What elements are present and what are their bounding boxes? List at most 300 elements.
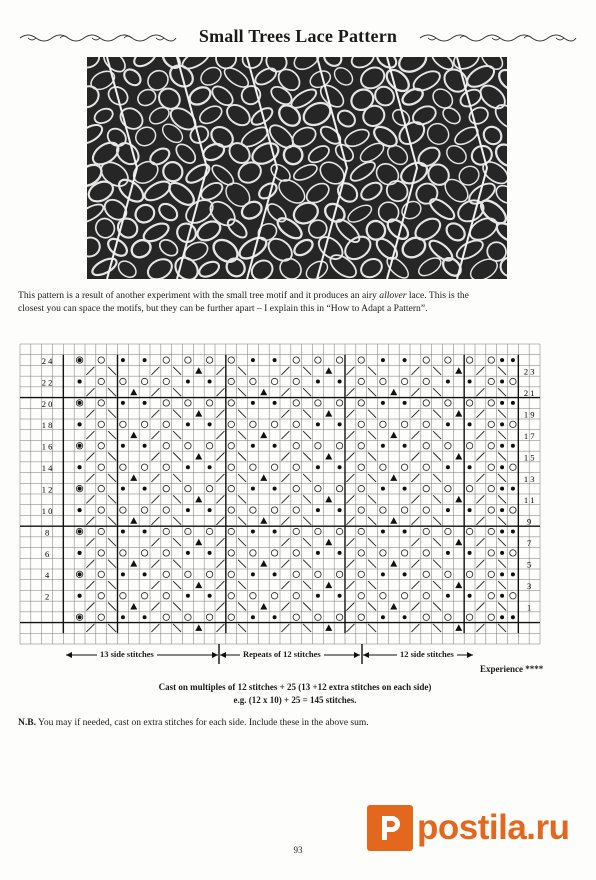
dot-icon (273, 487, 277, 491)
yarn-over-icon (163, 528, 169, 534)
dot-icon (403, 530, 407, 534)
left-slant-icon (108, 581, 116, 589)
row-number-left: 1 4 (41, 463, 53, 474)
yarn-over-icon (228, 378, 234, 384)
row-number-left: 1 0 (41, 505, 53, 516)
yarn-over-icon (401, 550, 407, 556)
yarn-over-icon (423, 400, 429, 406)
page-number: 93 (293, 845, 303, 855)
edge-dot-icon (500, 465, 504, 469)
yarn-over-icon (510, 464, 516, 470)
dot-icon (446, 508, 450, 512)
right-slant-icon (281, 453, 289, 461)
yarn-over-icon (120, 421, 126, 427)
yarn-over-icon (293, 357, 299, 363)
left-slant-icon (238, 560, 246, 568)
left-slant-icon (368, 495, 376, 503)
left-slant-icon (238, 453, 246, 461)
triangle-decrease-icon (260, 432, 267, 439)
yarn-over-icon (423, 378, 429, 384)
right-slant-icon (86, 431, 94, 439)
right-slant-icon (281, 495, 289, 503)
yarn-over-icon (358, 507, 364, 513)
right-slant-icon (346, 410, 354, 418)
yarn-over-icon (228, 571, 234, 577)
left-slant-icon (498, 517, 506, 525)
edge-dot-icon (500, 444, 504, 448)
dot-icon (208, 594, 212, 598)
yarn-over-icon (488, 464, 494, 470)
yarn-over-icon (141, 464, 147, 470)
yarn-over-icon (228, 485, 234, 491)
right-slant-icon (216, 560, 224, 568)
left-slant-icon (433, 560, 441, 568)
left-slant-icon (303, 431, 311, 439)
edge-dot-icon (500, 572, 504, 576)
right-slant-icon (86, 474, 94, 482)
yarn-over-icon (98, 571, 104, 577)
yarn-over-icon (423, 593, 429, 599)
left-slant-icon (433, 517, 441, 525)
yarn-over-icon (120, 378, 126, 384)
left-slant-icon (433, 624, 441, 632)
left-slant-icon (108, 431, 116, 439)
right-slant-icon (476, 603, 484, 611)
arrow-right-icon (212, 652, 218, 658)
yarn-over-icon (98, 357, 104, 363)
left-slant-icon (173, 453, 181, 461)
yarn-over-icon (98, 443, 104, 449)
dot-icon (273, 401, 277, 405)
dot-icon (511, 401, 515, 405)
dot-icon (403, 444, 407, 448)
right-slant-icon (411, 474, 419, 482)
dot-icon (316, 422, 320, 426)
left-slant-icon (173, 538, 181, 546)
left-slant-icon (108, 474, 116, 482)
yarn-over-icon (293, 421, 299, 427)
left-slant-icon (498, 581, 506, 589)
dot-icon (208, 422, 212, 426)
yarn-over-icon (423, 421, 429, 427)
yarn-over-icon (163, 400, 169, 406)
edge-dot-icon (78, 508, 82, 512)
left-slant-icon (368, 410, 376, 418)
dot-icon (273, 530, 277, 534)
right-slant-icon (151, 560, 159, 568)
dot-icon (381, 358, 385, 362)
legend-side-left: 13 side stitches (97, 649, 157, 659)
dot-icon (403, 401, 407, 405)
page-title: Small Trees Lace Pattern (198, 26, 398, 46)
yarn-over-icon (358, 571, 364, 577)
edge-dot-icon (78, 401, 82, 405)
left-slant-icon (368, 453, 376, 461)
yarn-over-icon (206, 571, 212, 577)
dot-icon (468, 380, 472, 384)
dot-icon (143, 487, 147, 491)
yarn-over-icon (185, 571, 191, 577)
dot-icon (121, 615, 125, 619)
yarn-over-icon (315, 400, 321, 406)
yarn-over-icon (228, 464, 234, 470)
right-slant-icon (86, 367, 94, 375)
dot-icon (316, 594, 320, 598)
right-slant-icon (281, 538, 289, 546)
row-number-right: 1 9 (523, 409, 535, 420)
yarn-over-icon (423, 357, 429, 363)
yarn-over-icon (141, 593, 147, 599)
yarn-over-icon (423, 464, 429, 470)
left-slant-icon (368, 581, 376, 589)
right-slant-icon (346, 453, 354, 461)
triangle-decrease-icon (455, 410, 462, 417)
right-slant-icon (346, 538, 354, 546)
left-slant-icon (433, 581, 441, 589)
left-slant-icon (173, 581, 181, 589)
arrow-right-icon (467, 652, 473, 658)
yarn-over-icon (98, 378, 104, 384)
cast-on-line-1: Cast on multiples of 12 stitches + 25 (13 +12 extra stitches on each side) (158, 682, 432, 692)
dot-icon (316, 380, 320, 384)
right-slant-icon (86, 603, 94, 611)
yarn-over-icon (358, 528, 364, 534)
triangle-decrease-icon (260, 603, 267, 610)
right-slant-icon (281, 367, 289, 375)
dot-icon (316, 508, 320, 512)
edge-dot-icon (500, 551, 504, 555)
left-slant-icon (368, 517, 376, 525)
triangle-decrease-icon (455, 496, 462, 503)
arrow-left-icon (66, 652, 72, 658)
yarn-over-icon (488, 485, 494, 491)
edge-dot-icon (500, 358, 504, 362)
triangle-decrease-icon (325, 624, 332, 631)
yarn-over-icon (98, 400, 104, 406)
left-slant-icon (368, 624, 376, 632)
dot-icon (381, 530, 385, 534)
right-slant-icon (411, 581, 419, 589)
left-slant-icon (173, 624, 181, 632)
dot-icon (251, 487, 255, 491)
edge-dot-icon (500, 422, 504, 426)
right-slant-icon (411, 538, 419, 546)
yarn-over-icon (423, 528, 429, 534)
yarn-over-icon (271, 464, 277, 470)
right-slant-icon (151, 453, 159, 461)
nb-note (18, 718, 369, 728)
dot-icon (468, 465, 472, 469)
right-slant-icon (151, 517, 159, 525)
left-slant-icon (368, 367, 376, 375)
left-slant-icon (108, 603, 116, 611)
yarn-over-icon (336, 400, 342, 406)
right-slant-icon (151, 431, 159, 439)
yarn-over-icon (228, 443, 234, 449)
yarn-over-icon (98, 614, 104, 620)
yarn-over-icon (163, 357, 169, 363)
dot-icon (208, 551, 212, 555)
triangle-decrease-icon (390, 517, 397, 524)
left-slant-icon (498, 453, 506, 461)
yarn-over-icon (293, 378, 299, 384)
right-slant-icon (216, 603, 224, 611)
dot-icon (251, 358, 255, 362)
dot-icon (251, 401, 255, 405)
triangle-decrease-icon (455, 367, 462, 374)
yarn-over-icon (98, 507, 104, 513)
dot-icon (251, 530, 255, 534)
triangle-decrease-icon (390, 432, 397, 439)
left-slant-icon (173, 367, 181, 375)
yarn-over-icon (98, 528, 104, 534)
yarn-over-icon (206, 528, 212, 534)
dot-icon (316, 551, 320, 555)
yarn-over-icon (163, 507, 169, 513)
right-slant-icon (476, 560, 484, 568)
right-slant-icon (411, 367, 419, 375)
yarn-over-icon (358, 400, 364, 406)
yarn-over-icon (206, 614, 212, 620)
dot-icon (143, 530, 147, 534)
yarn-over-icon (423, 443, 429, 449)
dot-icon (251, 572, 255, 576)
left-slant-icon (173, 431, 181, 439)
right-slant-icon (216, 624, 224, 632)
left-slant-icon (173, 495, 181, 503)
yarn-over-icon (488, 614, 494, 620)
left-slant-icon (238, 538, 246, 546)
yarn-over-icon (206, 357, 212, 363)
triangle-decrease-icon (390, 560, 397, 567)
yarn-over-icon (228, 550, 234, 556)
yarn-over-icon (98, 421, 104, 427)
yarn-over-icon (293, 550, 299, 556)
yarn-over-icon (488, 571, 494, 577)
edge-dot-icon (78, 551, 82, 555)
right-slant-icon (346, 388, 354, 396)
right-slant-icon (346, 560, 354, 568)
yarn-over-icon (163, 378, 169, 384)
triangle-decrease-icon (130, 389, 137, 396)
intro-text-a: This pattern is a result of another experiment with the small tree motif and it produces an airy (18, 290, 380, 301)
dot-icon (186, 380, 190, 384)
edge-dot-icon (500, 615, 504, 619)
dot-icon (273, 444, 277, 448)
left-slant-icon (303, 495, 311, 503)
yarn-over-icon (228, 400, 234, 406)
left-slant-icon (173, 388, 181, 396)
yarn-over-icon (466, 485, 472, 491)
triangle-decrease-icon (455, 624, 462, 631)
dot-icon (338, 380, 342, 384)
dot-icon (468, 551, 472, 555)
row-number-right: 1 7 (523, 430, 535, 441)
yarn-over-icon (163, 550, 169, 556)
row-number-left: 8 (44, 527, 50, 538)
right-slant-icon (476, 410, 484, 418)
right-slant-icon (411, 517, 419, 525)
right-slant-icon (86, 581, 94, 589)
row-number-left: 4 (44, 570, 50, 581)
row-number-right: 1 3 (523, 473, 535, 484)
yarn-over-icon (271, 421, 277, 427)
intro-text-c: closest you can space the motifs, but they can be further apart – I explain this in “How to Adapt a Pattern”. (18, 303, 428, 314)
row-number-right: 9 (527, 516, 532, 527)
dot-icon (338, 551, 342, 555)
dot-icon (121, 572, 125, 576)
left-slant-icon (498, 560, 506, 568)
yarn-over-icon (98, 550, 104, 556)
yarn-over-icon (293, 507, 299, 513)
yarn-over-icon (423, 507, 429, 513)
right-slant-icon (216, 367, 224, 375)
yarn-over-icon (185, 443, 191, 449)
right-slant-icon (346, 431, 354, 439)
yarn-over-icon (250, 464, 256, 470)
yarn-over-icon (315, 571, 321, 577)
yarn-over-icon (423, 485, 429, 491)
right-slant-icon (216, 517, 224, 525)
right-slant-icon (411, 410, 419, 418)
yarn-over-icon (336, 357, 342, 363)
dot-icon (186, 594, 190, 598)
dot-icon (121, 358, 125, 362)
right-slant-icon (86, 624, 94, 632)
yarn-over-icon (510, 378, 516, 384)
left-slant-icon (303, 388, 311, 396)
right-slant-icon (346, 474, 354, 482)
left-slant-icon (498, 624, 506, 632)
yarn-over-icon (380, 507, 386, 513)
row-number-left: 2 0 (41, 398, 53, 409)
yarn-over-icon (271, 378, 277, 384)
dot-icon (186, 508, 190, 512)
left-slant-icon (498, 495, 506, 503)
right-slant-icon (476, 495, 484, 503)
left-slant-icon (238, 367, 246, 375)
right-slant-icon (216, 495, 224, 503)
yarn-over-icon (510, 421, 516, 427)
edge-dot-icon (500, 380, 504, 384)
row-number-right: 7 (527, 538, 532, 549)
left-slant-icon (108, 410, 116, 418)
yarn-over-icon (250, 593, 256, 599)
left-slant-icon (108, 538, 116, 546)
row-number-left: 2 4 (41, 355, 53, 366)
yarn-over-icon (488, 421, 494, 427)
dot-icon (403, 615, 407, 619)
dot-icon (186, 551, 190, 555)
triangle-decrease-icon (455, 453, 462, 460)
dot-icon (186, 465, 190, 469)
dot-icon (446, 551, 450, 555)
right-slant-icon (216, 410, 224, 418)
dot-icon (208, 380, 212, 384)
yarn-over-icon (206, 485, 212, 491)
row-number-left: 1 6 (41, 441, 53, 452)
nb-text: You may if needed, cast on extra stitches for each side. Include these in the above sum. (35, 718, 369, 728)
left-slant-icon (433, 410, 441, 418)
dot-icon (121, 530, 125, 534)
right-slant-icon (476, 431, 484, 439)
right-slant-icon (476, 624, 484, 632)
left-slant-icon (433, 388, 441, 396)
yarn-over-icon (315, 357, 321, 363)
left-slant-icon (368, 603, 376, 611)
yarn-over-icon (488, 443, 494, 449)
left-slant-icon (498, 431, 506, 439)
right-slant-icon (151, 538, 159, 546)
dot-icon (468, 508, 472, 512)
right-slant-icon (281, 560, 289, 568)
yarn-over-icon (141, 550, 147, 556)
dot-icon (381, 572, 385, 576)
yarn-over-icon (250, 507, 256, 513)
yarn-over-icon (380, 421, 386, 427)
yarn-over-icon (185, 400, 191, 406)
right-slant-icon (151, 495, 159, 503)
right-slant-icon (216, 388, 224, 396)
yarn-over-icon (358, 593, 364, 599)
left-slant-icon (173, 603, 181, 611)
row-number-right: 5 (527, 559, 532, 570)
edge-dot-icon (78, 530, 82, 534)
yarn-over-icon (293, 593, 299, 599)
yarn-over-icon (488, 378, 494, 384)
intro-text-b: lace. This is the (406, 290, 469, 301)
nb-label: N.B. (18, 718, 36, 728)
yarn-over-icon (250, 550, 256, 556)
left-slant-icon (303, 603, 311, 611)
yarn-over-icon (445, 614, 451, 620)
edge-dot-icon (78, 615, 82, 619)
dot-icon (143, 401, 147, 405)
edge-dot-icon (78, 465, 82, 469)
left-slant-icon (303, 474, 311, 482)
right-slant-icon (86, 453, 94, 461)
left-slant-icon (303, 624, 311, 632)
yarn-over-icon (358, 421, 364, 427)
right-slant-icon (216, 538, 224, 546)
triangle-decrease-icon (195, 410, 202, 417)
triangle-decrease-icon (130, 517, 137, 524)
watermark (367, 800, 570, 856)
left-slant-icon (238, 603, 246, 611)
triangle-decrease-icon (455, 539, 462, 546)
right-slant-icon (476, 453, 484, 461)
left-slant-icon (238, 431, 246, 439)
right-slant-icon (281, 410, 289, 418)
right-slant-icon (411, 603, 419, 611)
triangle-decrease-icon (325, 410, 332, 417)
dot-icon (143, 572, 147, 576)
right-slant-icon (476, 388, 484, 396)
dot-icon (143, 444, 147, 448)
triangle-decrease-icon (325, 496, 332, 503)
dot-icon (446, 465, 450, 469)
dot-icon (446, 594, 450, 598)
dot-icon (186, 422, 190, 426)
left-slant-icon (303, 581, 311, 589)
dot-icon (208, 465, 212, 469)
triangle-decrease-icon (390, 389, 397, 396)
edge-dot-icon (78, 594, 82, 598)
triangle-decrease-icon (195, 496, 202, 503)
left-slant-icon (108, 367, 116, 375)
row-number-right: 1 5 (523, 452, 535, 463)
yarn-over-icon (423, 614, 429, 620)
